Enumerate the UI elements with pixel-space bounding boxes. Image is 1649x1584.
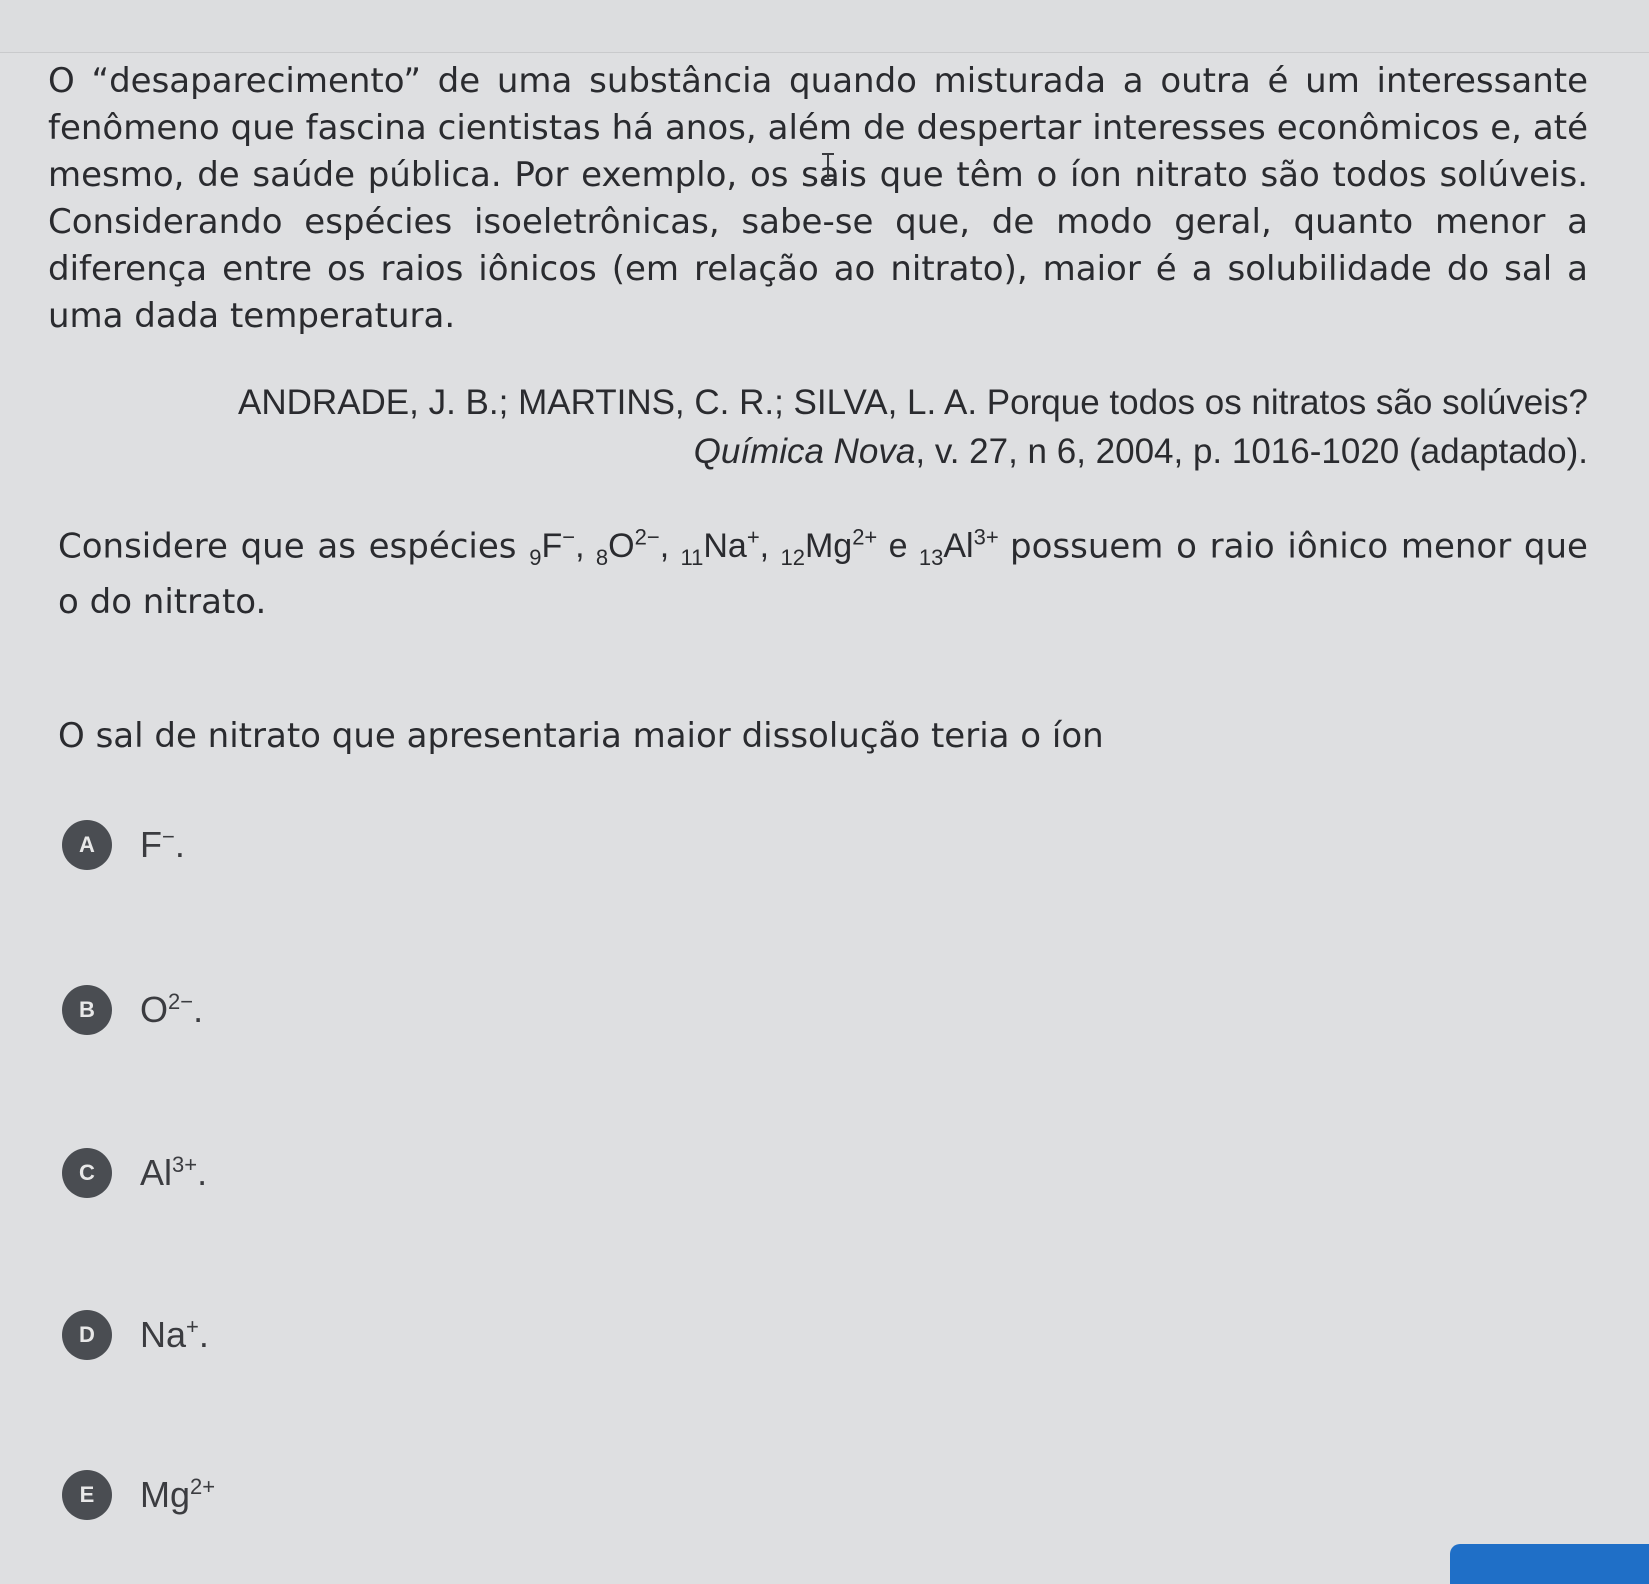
ion-na: $_{11}$Na+, bbox=[680, 525, 781, 571]
citation-authors: ANDRADE, J. B.; MARTINS, C. R.; SILVA, L. A. Porque todos os nitratos são solúveis? bbox=[238, 383, 1588, 422]
citation bbox=[84, 378, 1588, 476]
citation-journal: Química Nova bbox=[693, 432, 916, 471]
citation-details: , v. 27, n 6, 2004, p. 1016-1020 (adaptado). bbox=[915, 432, 1588, 471]
considere-text bbox=[58, 516, 1588, 624]
option-c[interactable] bbox=[62, 1148, 207, 1198]
top-bar bbox=[0, 0, 1649, 53]
citation-line bbox=[694, 432, 1588, 471]
option-a-badge[interactable]: A bbox=[62, 820, 112, 870]
passage-text: O “desaparecimento” de uma substância quando misturada a outra é um interessante fenômeno que fascina cientistas há anos, além de despertar interesses econômicos e, até mesmo, de saúde pública. Por exemplo, os sais que têm o íon nitrato são todos solúveis. Considerando espécies isoeletrônicas, sabe-se que, de modo geral, quanto menor a diferença entre os raios iônicos (em relação ao nitrato), maior é a solubilidade do sal a uma dada temperatura. bbox=[48, 61, 1588, 336]
option-b-badge[interactable]: B bbox=[62, 985, 112, 1035]
option-b-text[interactable]: $O^{2-}$. bbox=[140, 989, 204, 1030]
ion-list bbox=[529, 525, 1010, 571]
option-a-text[interactable]: F−. bbox=[140, 824, 185, 865]
question-stem: O sal de nitrato que apresentaria maior dissolução teria o íon bbox=[58, 716, 1104, 757]
ion-mg: $_{12}Mg^{2+}$ e bbox=[780, 525, 919, 571]
option-a[interactable] bbox=[62, 820, 185, 870]
option-d[interactable] bbox=[62, 1310, 209, 1360]
ion-al: $_{13}Al^{3+}$ bbox=[918, 525, 999, 571]
text-cursor-icon bbox=[818, 152, 838, 182]
ion-f: $_9$F−, bbox=[529, 525, 596, 571]
considere-prefix: Considere que as espécies bbox=[58, 526, 517, 567]
option-e-text[interactable]: $Mg^{2+}$ bbox=[140, 1474, 216, 1515]
option-d-badge[interactable]: D bbox=[62, 1310, 112, 1360]
considere-suffix: possuem o raio iônico menor que o do nitrato. bbox=[58, 526, 1588, 623]
option-e[interactable] bbox=[62, 1470, 215, 1520]
ion-o: $_8O^{2-}$, bbox=[595, 525, 681, 571]
option-e-badge[interactable]: E bbox=[62, 1470, 112, 1520]
option-d-text[interactable]: Na+. bbox=[140, 1314, 209, 1355]
option-c-text[interactable]: $Al^{3+}$. bbox=[140, 1152, 208, 1193]
option-c-badge[interactable]: C bbox=[62, 1148, 112, 1198]
option-b[interactable] bbox=[62, 985, 203, 1035]
answer-button[interactable] bbox=[1450, 1544, 1649, 1584]
